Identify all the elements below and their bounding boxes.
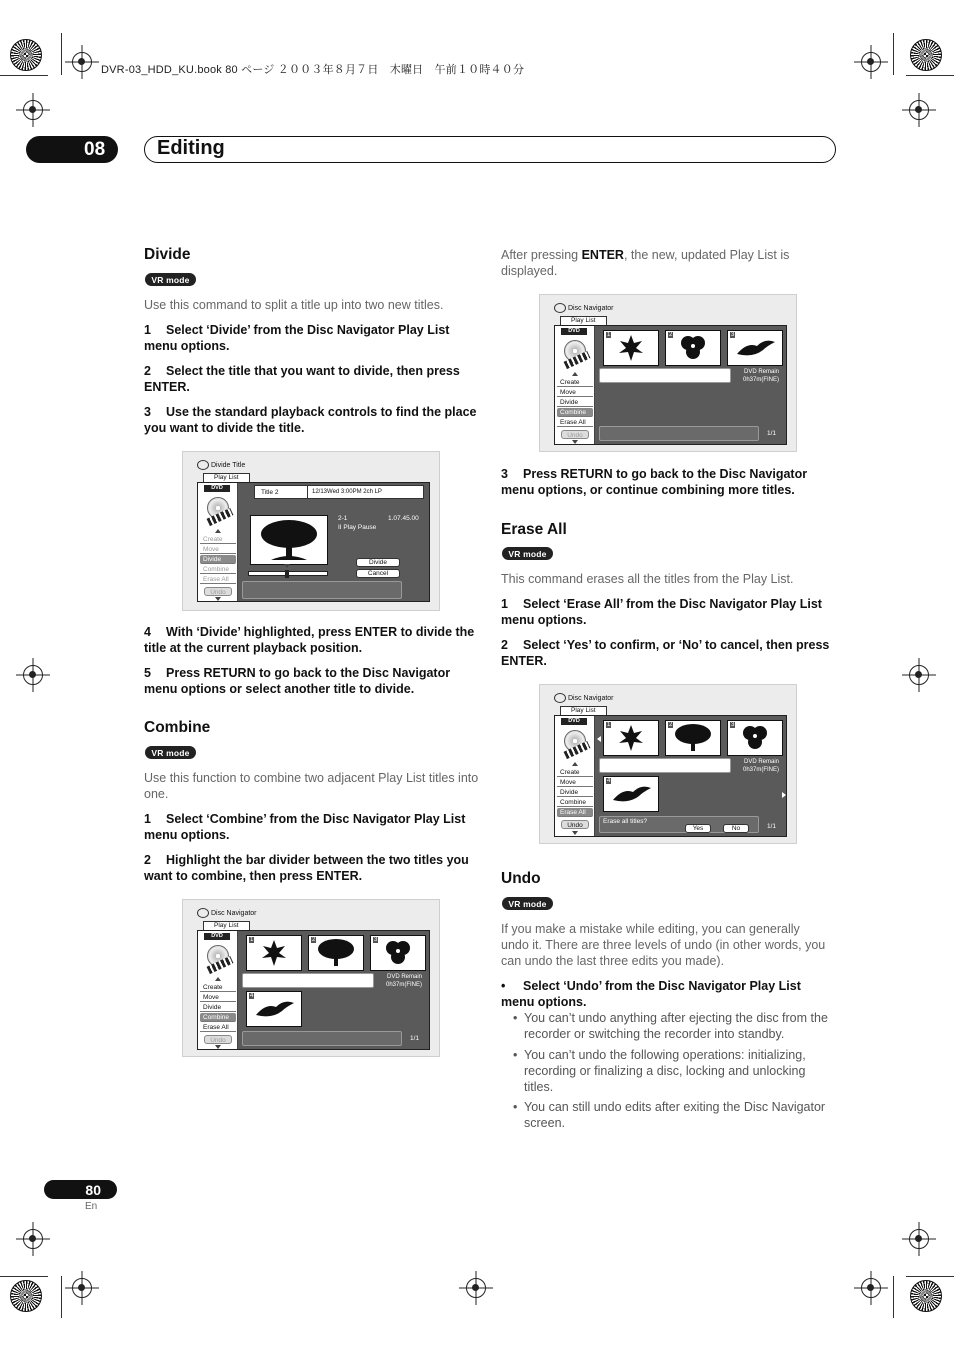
screen-title: Disc Navigator	[211, 910, 257, 917]
title-thumbnail[interactable]: 2	[665, 330, 721, 366]
divide-intro: Use this command to split a title up into two new titles.	[144, 298, 444, 312]
registration-mark	[72, 52, 92, 72]
scroll-up-icon[interactable]	[215, 529, 221, 533]
registration-star-br	[910, 1280, 942, 1312]
tab-play-list[interactable]: Play List	[560, 316, 607, 325]
screen-title: Divide Title	[211, 462, 246, 469]
registration-mark	[72, 1278, 92, 1298]
screen-panel	[197, 930, 430, 1050]
no-button[interactable]: No	[723, 824, 749, 833]
title-name: Title 2	[261, 489, 279, 496]
section-heading-combine: Combine	[144, 719, 211, 736]
playback-position-marker[interactable]	[285, 570, 289, 578]
menu-item-move[interactable]: Move	[200, 545, 236, 554]
title-info-box	[599, 368, 731, 383]
title-thumbnail[interactable]: 1	[246, 935, 302, 971]
menu-item-divide[interactable]: Divide	[200, 1003, 236, 1012]
menu-item-create[interactable]: Create	[200, 983, 236, 992]
erase-all-step-1: 1 Select ‘Erase All’ from the Disc Navigator Play List menu options.	[501, 597, 822, 627]
screen-panel	[554, 715, 787, 837]
undo-note-2: • You can’t undo the following operations: initializing, recording or finalizing a disc, locking and unlocking titles.	[513, 1048, 806, 1094]
dvd-logo: DVD	[561, 718, 587, 725]
vr-mode-badge: VR mode	[502, 897, 553, 910]
page-indicator: 1/1	[767, 430, 777, 437]
menu-item-erase-all[interactable]: Erase All	[557, 418, 593, 427]
screen-sidebar	[198, 931, 238, 1049]
tab-play-list[interactable]: Play List	[203, 921, 250, 930]
menu-item-divide[interactable]: Divide	[557, 788, 593, 797]
disc-navigator-icon	[554, 693, 566, 703]
crop-line	[893, 33, 894, 75]
chapter-number-badge: 08	[26, 136, 118, 163]
menu-item-undo[interactable]: Undo	[204, 587, 232, 596]
dvd-logo: DVD	[204, 485, 230, 492]
undo-note-1: • You can’t undo anything after ejecting the disc from the recorder or switching the recorder into standby.	[513, 1011, 828, 1041]
menu-item-undo[interactable]: Undo	[561, 430, 589, 439]
section-heading-undo: Undo	[501, 870, 541, 887]
menu-item-combine[interactable]: Combine	[200, 565, 236, 574]
registration-star-bl	[10, 1280, 42, 1312]
title-info-box	[599, 758, 731, 773]
title-thumbnail[interactable]: 3	[727, 330, 783, 366]
scroll-down-icon[interactable]	[215, 597, 221, 601]
registration-mark	[909, 665, 929, 685]
chapter-title-bar	[144, 136, 836, 163]
erase-all-intro: This command erases all the titles from the Play List.	[501, 572, 794, 586]
menu-item-combine[interactable]: Combine	[557, 798, 593, 807]
title-info-box	[242, 973, 374, 988]
registration-mark	[23, 665, 43, 685]
scroll-down-icon[interactable]	[572, 440, 578, 444]
divide-step-3: 3 Use the standard playback controls to find the place you want to divide the title.	[144, 405, 477, 435]
dvd-logo: DVD	[204, 933, 230, 940]
combine-step-3: 3 Press RETURN to go back to the Disc Navigator menu options, or continue combining more titles.	[501, 467, 808, 497]
crop-line	[61, 33, 62, 75]
menu-item-divide[interactable]: Divide	[200, 555, 236, 564]
scroll-up-icon[interactable]	[215, 977, 221, 981]
dvd-logo: DVD	[561, 328, 587, 335]
disc-navigator-icon	[197, 908, 209, 918]
divide-step-2: 2 Select the title that you want to divide, then press ENTER.	[144, 364, 460, 394]
menu-item-erase-all[interactable]: Erase All	[200, 575, 236, 584]
divide-step-1: 1 Select ‘Divide’ from the Disc Navigator Play List menu options.	[144, 323, 450, 353]
screen-sidebar	[555, 326, 595, 444]
erase-all-screen	[539, 684, 797, 844]
title-thumbnail[interactable]: 4	[603, 776, 659, 812]
scroll-left-icon[interactable]	[597, 736, 601, 742]
status-bar	[599, 426, 759, 441]
scroll-up-icon[interactable]	[572, 762, 578, 766]
position-pointer-icon	[284, 564, 290, 568]
menu-item-erase-all[interactable]: Erase All	[200, 1023, 236, 1032]
page-number-badge: 80	[44, 1180, 117, 1199]
updated-play-list-screen	[539, 294, 797, 452]
undo-note-3: • You can still undo edits after exiting the Disc Navigator screen.	[513, 1100, 826, 1130]
title-thumbnail[interactable]: 3	[370, 935, 426, 971]
after-enter-text: After pressing ENTER, the new, updated Play List is displayed.	[501, 248, 790, 278]
erase-all-step-2: 2 Select ‘Yes’ to confirm, or ‘No’ to cancel, then press ENTER.	[501, 638, 830, 668]
language-code: En	[85, 1201, 98, 1212]
yes-button[interactable]: Yes	[685, 824, 711, 833]
registration-mark	[909, 1229, 929, 1249]
crop-line	[893, 1276, 894, 1318]
cancel-button[interactable]: Cancel	[356, 569, 400, 578]
menu-item-move[interactable]: Move	[557, 388, 593, 397]
video-preview	[250, 515, 328, 565]
menu-item-undo[interactable]: Undo	[561, 820, 589, 829]
title-thumbnail[interactable]: 1	[603, 720, 659, 756]
dvd-remain: DVD Remain 0h37m(FINE)	[742, 369, 779, 383]
chapter-number: 2-1	[338, 515, 348, 522]
chapter-title: Editing	[157, 137, 225, 159]
crop-line	[61, 1276, 62, 1318]
undo-intro: If you make a mistake while editing, you can generally undo it. There are three levels of undo (in other words, you can undo the last three edits you made).	[501, 922, 826, 968]
scroll-down-icon[interactable]	[572, 831, 578, 835]
registration-mark	[861, 1278, 881, 1298]
screen-panel	[554, 325, 787, 445]
menu-item-create[interactable]: Create	[557, 768, 593, 777]
title-thumbnail[interactable]: 2	[308, 935, 364, 971]
registration-mark	[23, 100, 43, 120]
combine-intro: Use this function to combine two adjacent Play List titles into one.	[144, 771, 479, 801]
status-bar	[242, 581, 402, 599]
menu-item-combine[interactable]: Combine	[557, 408, 593, 417]
erase-prompt: Erase all titles?	[603, 818, 648, 825]
title-thumbnail[interactable]: 2	[665, 720, 721, 756]
menu-item-combine[interactable]: Combine	[200, 1013, 236, 1022]
play-state: II Play Pause	[338, 524, 377, 531]
menu-item-create[interactable]: Create	[200, 535, 236, 544]
vr-mode-badge: VR mode	[145, 746, 196, 759]
tab-play-list[interactable]: Play List	[560, 706, 607, 715]
screen-sidebar	[198, 483, 238, 601]
crop-line	[906, 75, 954, 76]
title-thumbnail[interactable]: 1	[603, 330, 659, 366]
running-header: DVR-03_HDD_KU.book 80 ページ ２００３年８月７日 木曜日 午前１０時４０分	[101, 64, 525, 76]
screen-title: Disc Navigator	[568, 305, 614, 312]
screen-sidebar	[555, 716, 595, 836]
combine-step-2: 2 Highlight the bar divider between the two titles you want to combine, then press ENTER.	[144, 853, 469, 883]
undo-step: • Select ‘Undo’ from the Disc Navigator Play List menu options.	[501, 979, 801, 1009]
divide-step-4: 4 With ‘Divide’ highlighted, press ENTER to divide the title at the current playback position.	[144, 625, 475, 655]
registration-mark	[466, 1278, 486, 1298]
registration-star-tr	[910, 39, 942, 71]
divide-title-screen	[182, 451, 440, 611]
page-indicator: 1/1	[410, 1035, 420, 1042]
divide-step-5: 5 Press RETURN to go back to the Disc Navigator menu options or select another title to divide.	[144, 666, 451, 696]
combine-step-1: 1 Select ‘Combine’ from the Disc Navigator Play List menu options.	[144, 812, 466, 842]
playback-time: 1.07.45.00	[388, 515, 419, 522]
dvd-remain: DVD Remain 0h37m(FINE)	[385, 974, 422, 988]
menu-item-create[interactable]: Create	[557, 378, 593, 387]
title-name-box	[254, 485, 424, 499]
crop-line	[906, 1276, 954, 1277]
tab-play-list[interactable]: Play List	[203, 473, 250, 482]
screen-title: Disc Navigator	[568, 695, 614, 702]
crop-line	[0, 1276, 48, 1277]
registration-mark	[23, 1229, 43, 1249]
scroll-down-icon[interactable]	[215, 1045, 221, 1049]
vr-mode-badge: VR mode	[502, 547, 553, 560]
registration-mark	[861, 52, 881, 72]
dvd-remain: DVD Remain 0h37m(FINE)	[742, 759, 779, 773]
section-heading-erase-all: Erase All	[501, 521, 567, 538]
divide-button[interactable]: Divide	[356, 558, 400, 567]
playback-position-bar[interactable]	[248, 571, 328, 576]
title-thumbnail[interactable]: 4	[246, 991, 302, 1027]
registration-mark	[909, 100, 929, 120]
scroll-right-icon[interactable]	[782, 792, 786, 798]
status-bar	[242, 1031, 402, 1046]
screen-panel	[197, 482, 430, 602]
section-heading-divide: Divide	[144, 246, 191, 263]
disc-navigator-icon	[197, 460, 209, 470]
menu-item-undo[interactable]: Undo	[204, 1035, 232, 1044]
vr-mode-badge: VR mode	[145, 273, 196, 286]
disc-navigator-icon	[554, 303, 566, 313]
menu-item-divide[interactable]: Divide	[557, 398, 593, 407]
title-info: 12/13Wed 3:00PM 2ch LP	[307, 486, 382, 498]
registration-star-tl	[10, 39, 42, 71]
menu-item-erase-all[interactable]: Erase All	[557, 808, 593, 817]
crop-line	[0, 75, 48, 76]
menu-item-move[interactable]: Move	[557, 778, 593, 787]
scroll-up-icon[interactable]	[572, 372, 578, 376]
title-thumbnail[interactable]: 3	[727, 720, 783, 756]
page-indicator: 1/1	[767, 823, 777, 830]
combine-screen	[182, 899, 440, 1057]
menu-item-move[interactable]: Move	[200, 993, 236, 1002]
